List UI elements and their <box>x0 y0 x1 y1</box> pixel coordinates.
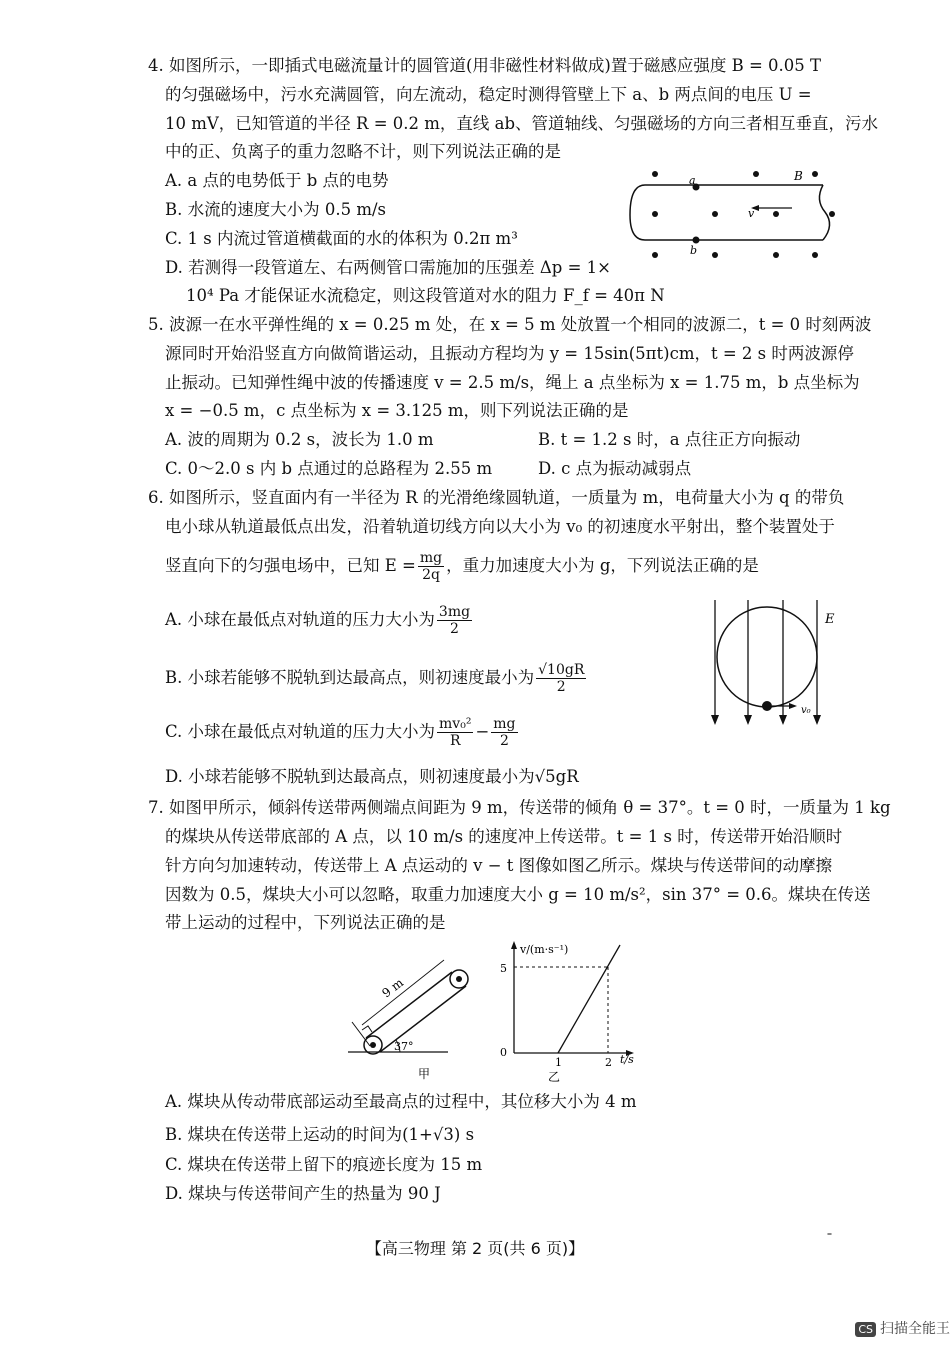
q6-option-c-numerator2: mg <box>493 716 516 732</box>
q6-option-c-text: C. 小球在最低点对轨道的压力大小为 <box>165 722 436 741</box>
q4-option-d-line1: D. 若测得一段管道左、右两侧管口需施加的压强差 Δp = 1× <box>165 258 611 277</box>
q4-line4: 中的正、负离子的重力忽略不计，则下列说法正确的是 <box>165 142 561 161</box>
q7-option-d: D. 煤块与传送带间产生的热量为 90 J <box>165 1184 441 1203</box>
q4-fig-label-B: B <box>794 169 803 183</box>
q4-option-d-line2: 10⁴ Pa 才能保证水流稳定，则这段管道对水的阻力 F_f = 40π N <box>186 286 665 305</box>
q7-graph-tick-1: 1 <box>555 1056 562 1069</box>
q7-fig-caption-jia: 甲 <box>418 1067 431 1081</box>
q7-graph-ylabel: v/(m·s⁻¹) <box>520 943 569 956</box>
q6-option-c-fraction1 <box>437 716 473 749</box>
q7-line4: 因数为 0.5，煤块大小可以忽略，取重力加速度大小 g = 10 m/s²，sin 37° = 0.6。煤块在传送 <box>165 885 871 904</box>
q6-option-c-numerator1: mv₀² <box>439 716 472 732</box>
q5-line4: x = −0.5 m，c 点坐标为 x = 3.125 m，则下列说法正确的是 <box>165 401 629 420</box>
q6-option-c-minus: − <box>475 722 490 741</box>
q6-line1: 6. 如图所示，竖直面内有一半径为 R 的光滑绝缘圆轨道，一质量为 m，电荷量大小为 q 的带负 <box>148 488 845 507</box>
q4-line1: 4. 如图所示，一即插式电磁流量计的圆管道(用非磁性材料做成)置于磁感应强度 B = 0.05 T <box>148 56 822 75</box>
q7-fig-label-length: 9 m <box>379 975 407 1001</box>
q4-option-a: A. a 点的电势低于 b 点的电势 <box>165 171 389 190</box>
q5-option-d: D. c 点为振动减弱点 <box>538 459 692 478</box>
q4-option-b: B. 水流的速度大小为 0.5 m/s <box>165 200 387 219</box>
q7-line2: 的煤块从传送带底部的 A 点，以 10 m/s 的速度冲上传送带。t = 1 s 时，传送带开始沿顺时 <box>165 827 843 846</box>
q4-pipe-figure <box>625 160 840 265</box>
q6-option-c-denominator1: R <box>449 733 461 749</box>
q7-graph-xlabel: t/s <box>620 1053 634 1066</box>
q4-fig-label-a: a <box>689 174 696 187</box>
q6-option-b-numerator: √10gR <box>538 662 585 678</box>
q5-line2: 源同时开始沿竖直方向做简谐运动，且振动方程均为 y = 15sin(5πt)cm，t = 2 s 时两波源停 <box>165 344 854 363</box>
q6-line3-start: 竖直向下的匀强电场中，已知 E = <box>165 556 416 575</box>
q7-line1: 7. 如图甲所示，倾斜传送带两侧端点间距为 9 m，传送带的倾角 θ = 37°。t = 0 时，一质量为 1 kg <box>148 798 891 817</box>
q6-option-c-fraction2 <box>491 716 517 749</box>
q6-e-numerator: mg <box>419 550 443 566</box>
corner-mark: ˉ <box>826 1232 833 1248</box>
q6-option-a-denominator: 2 <box>450 621 459 637</box>
q6-option-b-fraction <box>536 662 586 695</box>
page-footer: 【高三物理 第 2 页(共 6 页)】 <box>365 1239 585 1258</box>
q5-option-a: A. 波的周期为 0.2 s，波长为 1.0 m <box>165 430 434 449</box>
q7-line5: 带上运动的过程中，下列说法正确的是 <box>165 913 446 932</box>
scanner-watermark <box>855 1318 950 1338</box>
q4-fig-label-b: b <box>690 244 698 257</box>
q6-line2: 电小球从轨道最低点出发，沿着轨道切线方向以大小为 v₀ 的初速度水平射出，整个装置处于 <box>165 517 835 536</box>
q6-e-fraction <box>418 550 444 583</box>
q6-fig-label-E: E <box>825 612 835 627</box>
q6-e-denominator: 2q <box>422 567 440 583</box>
q5-line3: 止振动。已知弹性绳中波的传播速度 v = 2.5 m/s，绳上 a 点坐标为 x = 1.75 m，b 点坐标为 <box>165 373 860 392</box>
q5-line1: 5. 波源一在水平弹性绳的 x = 0.25 m 处，在 x = 5 m 处放置一个相同的波源二，t = 0 时刻两波 <box>148 315 872 334</box>
q7-option-c: C. 煤块在传送带上留下的痕迹长度为 15 m <box>165 1155 483 1174</box>
q6-option-c-denominator2: 2 <box>499 733 509 749</box>
scanner-badge-icon: CS <box>855 1322 876 1337</box>
scanner-logo-text: 扫描全能王 <box>880 1321 950 1337</box>
q6-option-b-denominator: 2 <box>556 679 566 695</box>
q6-option-a-numerator: 3mg <box>438 604 471 620</box>
q6-line3 <box>165 548 759 584</box>
q6-option-d: D. 小球若能够不脱轨到达最高点，则初速度最小为√5gR <box>165 767 579 786</box>
q6-fig-label-v0: v₀ <box>801 705 811 716</box>
q5-option-c: C. 0～2.0 s 内 b 点通过的总路程为 2.55 m <box>165 459 493 478</box>
q7-figure-yi-vt-graph <box>490 935 650 1085</box>
q7-fig-label-angle: 37° <box>394 1040 414 1053</box>
q6-line3-end: ，重力加速度大小为 g，下列说法正确的是 <box>446 556 759 575</box>
q7-figure-jia-conveyor <box>340 940 470 1085</box>
q6-option-b <box>165 660 588 696</box>
q6-option-a-text: A. 小球在最低点对轨道的压力大小为 <box>165 610 435 629</box>
q6-option-b-text: B. 小球若能够不脱轨到达最高点，则初速度最小为 <box>165 668 535 687</box>
q4-line3: 10 mV，已知管道的半径 R = 0.2 m，直线 ab、管道轴线、匀强磁场的方向三者相互垂直，污水 <box>165 114 879 133</box>
q7-graph-origin: 0 <box>500 1046 507 1059</box>
q7-option-a: A. 煤块从传动带底部运动至最高点的过程中，其位移大小为 4 m <box>165 1092 637 1111</box>
q6-option-a-fraction <box>437 604 472 637</box>
q7-fig-caption-yi: 乙 <box>548 1070 561 1084</box>
q7-graph-tick-2: 2 <box>605 1056 612 1069</box>
q6-option-a <box>165 602 474 638</box>
q7-line3: 针方向匀加速转动，传送带上 A 点运动的 v − t 图像如图乙所示。煤块与传送带间的动摩擦 <box>165 856 833 875</box>
q7-option-b: B. 煤块在传送带上运动的时间为(1+√3) s <box>165 1125 475 1144</box>
q4-option-c: C. 1 s 内流过管道横截面的水的体积为 0.2π m³ <box>165 229 518 248</box>
q5-option-b: B. t = 1.2 s 时，a 点往正方向振动 <box>538 430 801 449</box>
q7-graph-tick-5: 5 <box>500 962 507 975</box>
q4-line2: 的匀强磁场中，污水充满圆管，向左流动，稳定时测得管壁上下 a、b 两点间的电压 U = <box>165 85 812 104</box>
q6-circle-field-figure <box>705 595 845 730</box>
q4-fig-label-v: v <box>748 207 755 220</box>
q6-option-c <box>165 714 520 750</box>
